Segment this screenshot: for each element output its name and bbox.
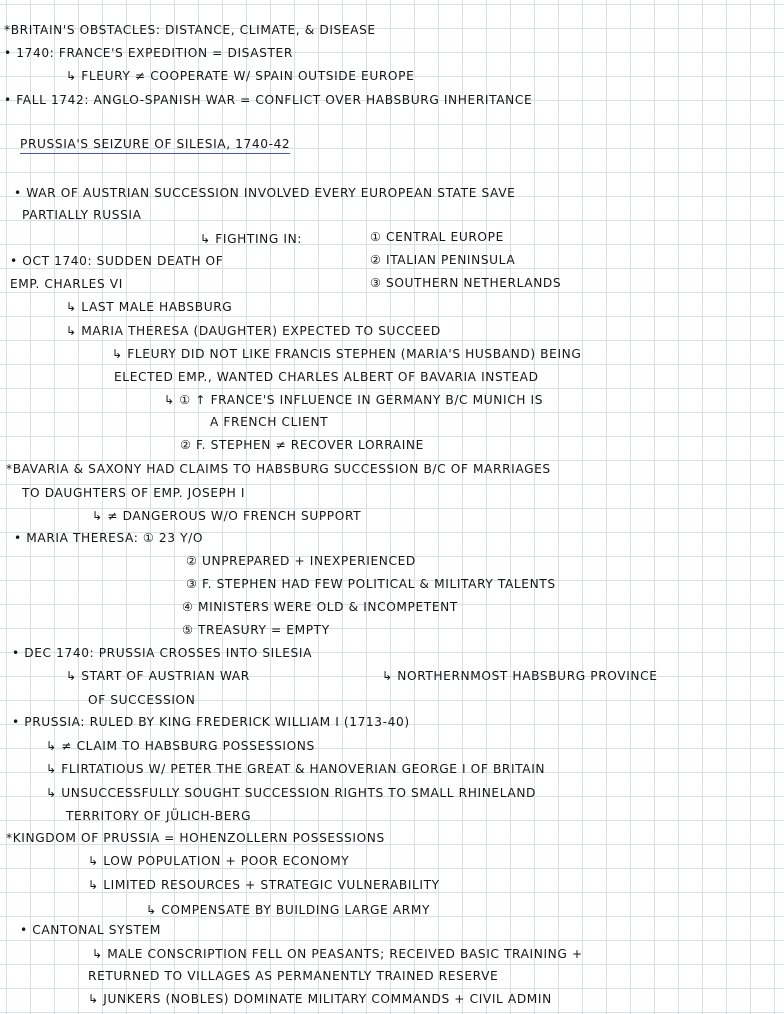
note-line: ↳ ≠ DANGEROUS W/O FRENCH SUPPORT	[92, 509, 362, 523]
note-line: ↳ LOW POPULATION + POOR ECONOMY	[88, 854, 350, 868]
note-line: ① CENTRAL EUROPE	[370, 230, 504, 244]
note-line: OF SUCCESSION	[88, 693, 196, 707]
note-line: ↳ START OF AUSTRIAN WAR	[66, 669, 250, 683]
note-line: ↳ ① ↑ FRANCE'S INFLUENCE IN GERMANY B/C MUNICH IS	[164, 393, 544, 407]
note-line: • 1740: FRANCE'S EXPEDITION = DISASTER	[4, 46, 293, 60]
note-line: *KINGDOM OF PRUSSIA = HOHENZOLLERN POSSESSIONS	[6, 831, 385, 845]
note-line: ↳ FLEURY DID NOT LIKE FRANCIS STEPHEN (MARIA'S HUSBAND) BEING	[112, 347, 582, 361]
note-line: • CANTONAL SYSTEM	[20, 923, 161, 937]
note-line: • FALL 1742: ANGLO-SPANISH WAR = CONFLICT OVER HABSBURG INHERITANCE	[4, 93, 533, 107]
note-line: ↳ ≠ CLAIM TO HABSBURG POSSESSIONS	[46, 739, 315, 753]
note-line: ↳ FLEURY ≠ COOPERATE W/ SPAIN OUTSIDE EUROPE	[66, 69, 415, 83]
note-line: ↳ FIGHTING IN:	[200, 232, 302, 246]
note-line: ↳ MARIA THERESA (DAUGHTER) EXPECTED TO SUCCEED	[66, 324, 441, 338]
note-line: *BAVARIA & SAXONY HAD CLAIMS TO HABSBURG SUCCESSION B/C OF MARRIAGES	[6, 462, 551, 476]
section-title: PRUSSIA'S SEIZURE OF SILESIA, 1740-42	[20, 136, 290, 154]
note-line: ② F. STEPHEN ≠ RECOVER LORRAINE	[180, 438, 424, 452]
note-line: ③ F. STEPHEN HAD FEW POLITICAL & MILITARY TALENTS	[186, 577, 556, 591]
note-line: ④ MINISTERS WERE OLD & INCOMPETENT	[182, 600, 458, 614]
note-line: ↳ LIMITED RESOURCES + STRATEGIC VULNERABILITY	[88, 878, 440, 892]
note-line: PARTIALLY RUSSIA	[22, 208, 142, 222]
note-line: ② UNPREPARED + INEXPERIENCED	[186, 554, 416, 568]
note-line: ↳ UNSUCCESSFULLY SOUGHT SUCCESSION RIGHTS TO SMALL RHINELAND	[46, 786, 537, 800]
note-line: • PRUSSIA: RULED BY KING FREDERICK WILLIAM I (1713-40)	[12, 715, 410, 729]
note-line: ⑤ TREASURY = EMPTY	[182, 623, 330, 637]
note-line: ③ SOUTHERN NETHERLANDS	[370, 276, 562, 290]
note-line: ↳ FLIRTATIOUS W/ PETER THE GREAT & HANOVERIAN GEORGE I OF BRITAIN	[46, 762, 546, 776]
note-line: ② ITALIAN PENINSULA	[370, 253, 516, 267]
note-line: A FRENCH CLIENT	[210, 415, 329, 429]
note-line: ↳ LAST MALE HABSBURG	[66, 300, 233, 314]
note-line: RETURNED TO VILLAGES AS PERMANENTLY TRAINED RESERVE	[88, 969, 499, 983]
note-line: • OCT 1740: SUDDEN DEATH OF	[10, 254, 224, 268]
note-line: TERRITORY OF JÜLICH-BERG	[66, 809, 252, 823]
note-line: *BRITAIN'S OBSTACLES: DISTANCE, CLIMATE, & DISEASE	[4, 23, 376, 37]
note-line: • DEC 1740: PRUSSIA CROSSES INTO SILESIA	[12, 646, 313, 660]
note-line: • MARIA THERESA: ① 23 Y/O	[14, 531, 204, 545]
note-line: EMP. CHARLES VI	[10, 277, 123, 291]
note-line: • WAR OF AUSTRIAN SUCCESSION INVOLVED EVERY EUROPEAN STATE SAVE	[14, 186, 516, 200]
note-line: ↳ COMPENSATE BY BUILDING LARGE ARMY	[146, 903, 430, 917]
note-line: TO DAUGHTERS OF EMP. JOSEPH I	[22, 486, 246, 500]
note-line: ELECTED EMP., WANTED CHARLES ALBERT OF BAVARIA INSTEAD	[114, 370, 539, 384]
note-line: ↳ MALE CONSCRIPTION FELL ON PEASANTS; RECEIVED BASIC TRAINING +	[92, 947, 583, 961]
note-line: ↳ JUNKERS (NOBLES) DOMINATE MILITARY COMMANDS + CIVIL ADMIN	[88, 992, 552, 1006]
note-line: ↳ NORTHERNMOST HABSBURG PROVINCE	[382, 669, 658, 683]
